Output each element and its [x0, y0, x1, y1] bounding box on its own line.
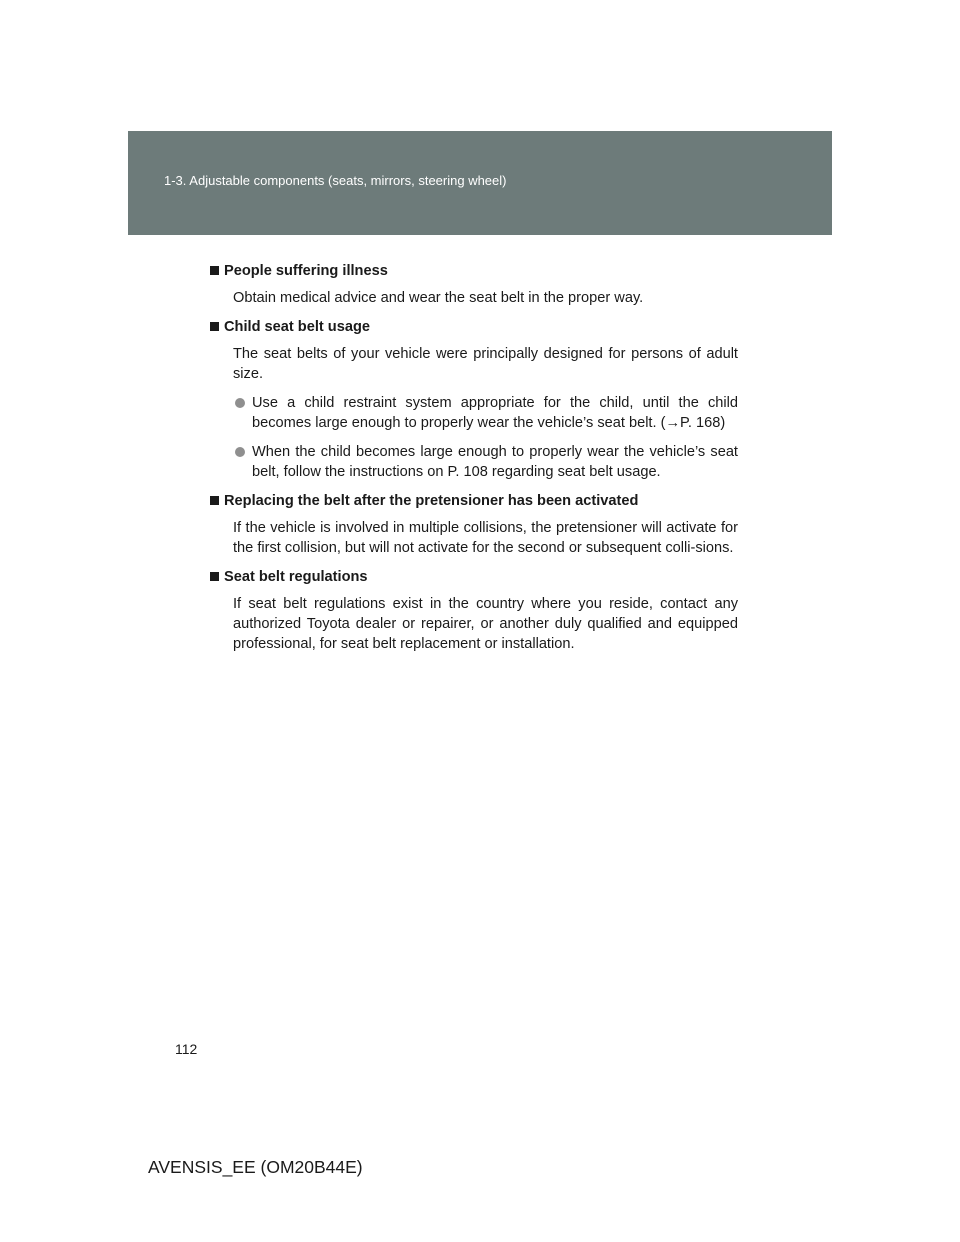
header-band	[128, 131, 832, 235]
page-number: 112	[175, 1041, 198, 1057]
section-heading	[206, 317, 738, 337]
section-pretensioner	[206, 491, 738, 558]
section-illness	[206, 261, 738, 308]
square-bullet-icon	[210, 496, 219, 505]
section-heading	[206, 261, 738, 281]
heading-text: Seat belt regulations	[224, 569, 368, 585]
paragraph: The seat belts of your vehicle were principally designed for persons of adult size.	[233, 346, 738, 382]
section-heading	[206, 491, 738, 511]
list-item	[233, 442, 738, 482]
paragraph: If the vehicle is involved in multiple collisions, the pretensioner will activate for the first collision, but will not activate for the second or subsequent colli-sions.	[233, 520, 738, 556]
list-item-text: When the child becomes large enough to properly wear the vehicle’s seat belt, follow the instructions on P. 108 regarding seat belt usage.	[252, 444, 738, 480]
section-heading	[206, 567, 738, 587]
paragraph: If seat belt regulations exist in the country where you reside, contact any authorized Toyota dealer or repairer, or another duly qualified and equipped professional, for seat belt replacement or installation.	[233, 596, 738, 652]
section-title: 1-3. Adjustable components (seats, mirrors, steering wheel)	[164, 173, 507, 188]
circle-bullet-icon	[235, 398, 245, 408]
section-regulations	[206, 567, 738, 654]
paragraph: Obtain medical advice and wear the seat belt in the proper way.	[233, 290, 644, 306]
heading-text: People suffering illness	[224, 263, 388, 279]
circle-bullet-icon	[235, 447, 245, 457]
heading-text: Child seat belt usage	[224, 319, 370, 335]
page-content	[206, 258, 738, 663]
heading-text: Replacing the belt after the pretensioner has been activated	[224, 493, 639, 509]
square-bullet-icon	[210, 322, 219, 331]
document-id: AVENSIS_EE (OM20B44E)	[148, 1157, 363, 1177]
list-item	[233, 393, 738, 433]
list-item-text: Use a child restraint system appropriate for the child, until the child becomes large enough to properly wear the vehicle’s seat belt. (→P. 168)	[252, 395, 738, 431]
square-bullet-icon	[210, 572, 219, 581]
square-bullet-icon	[210, 266, 219, 275]
section-child-seat-belt	[206, 317, 738, 482]
